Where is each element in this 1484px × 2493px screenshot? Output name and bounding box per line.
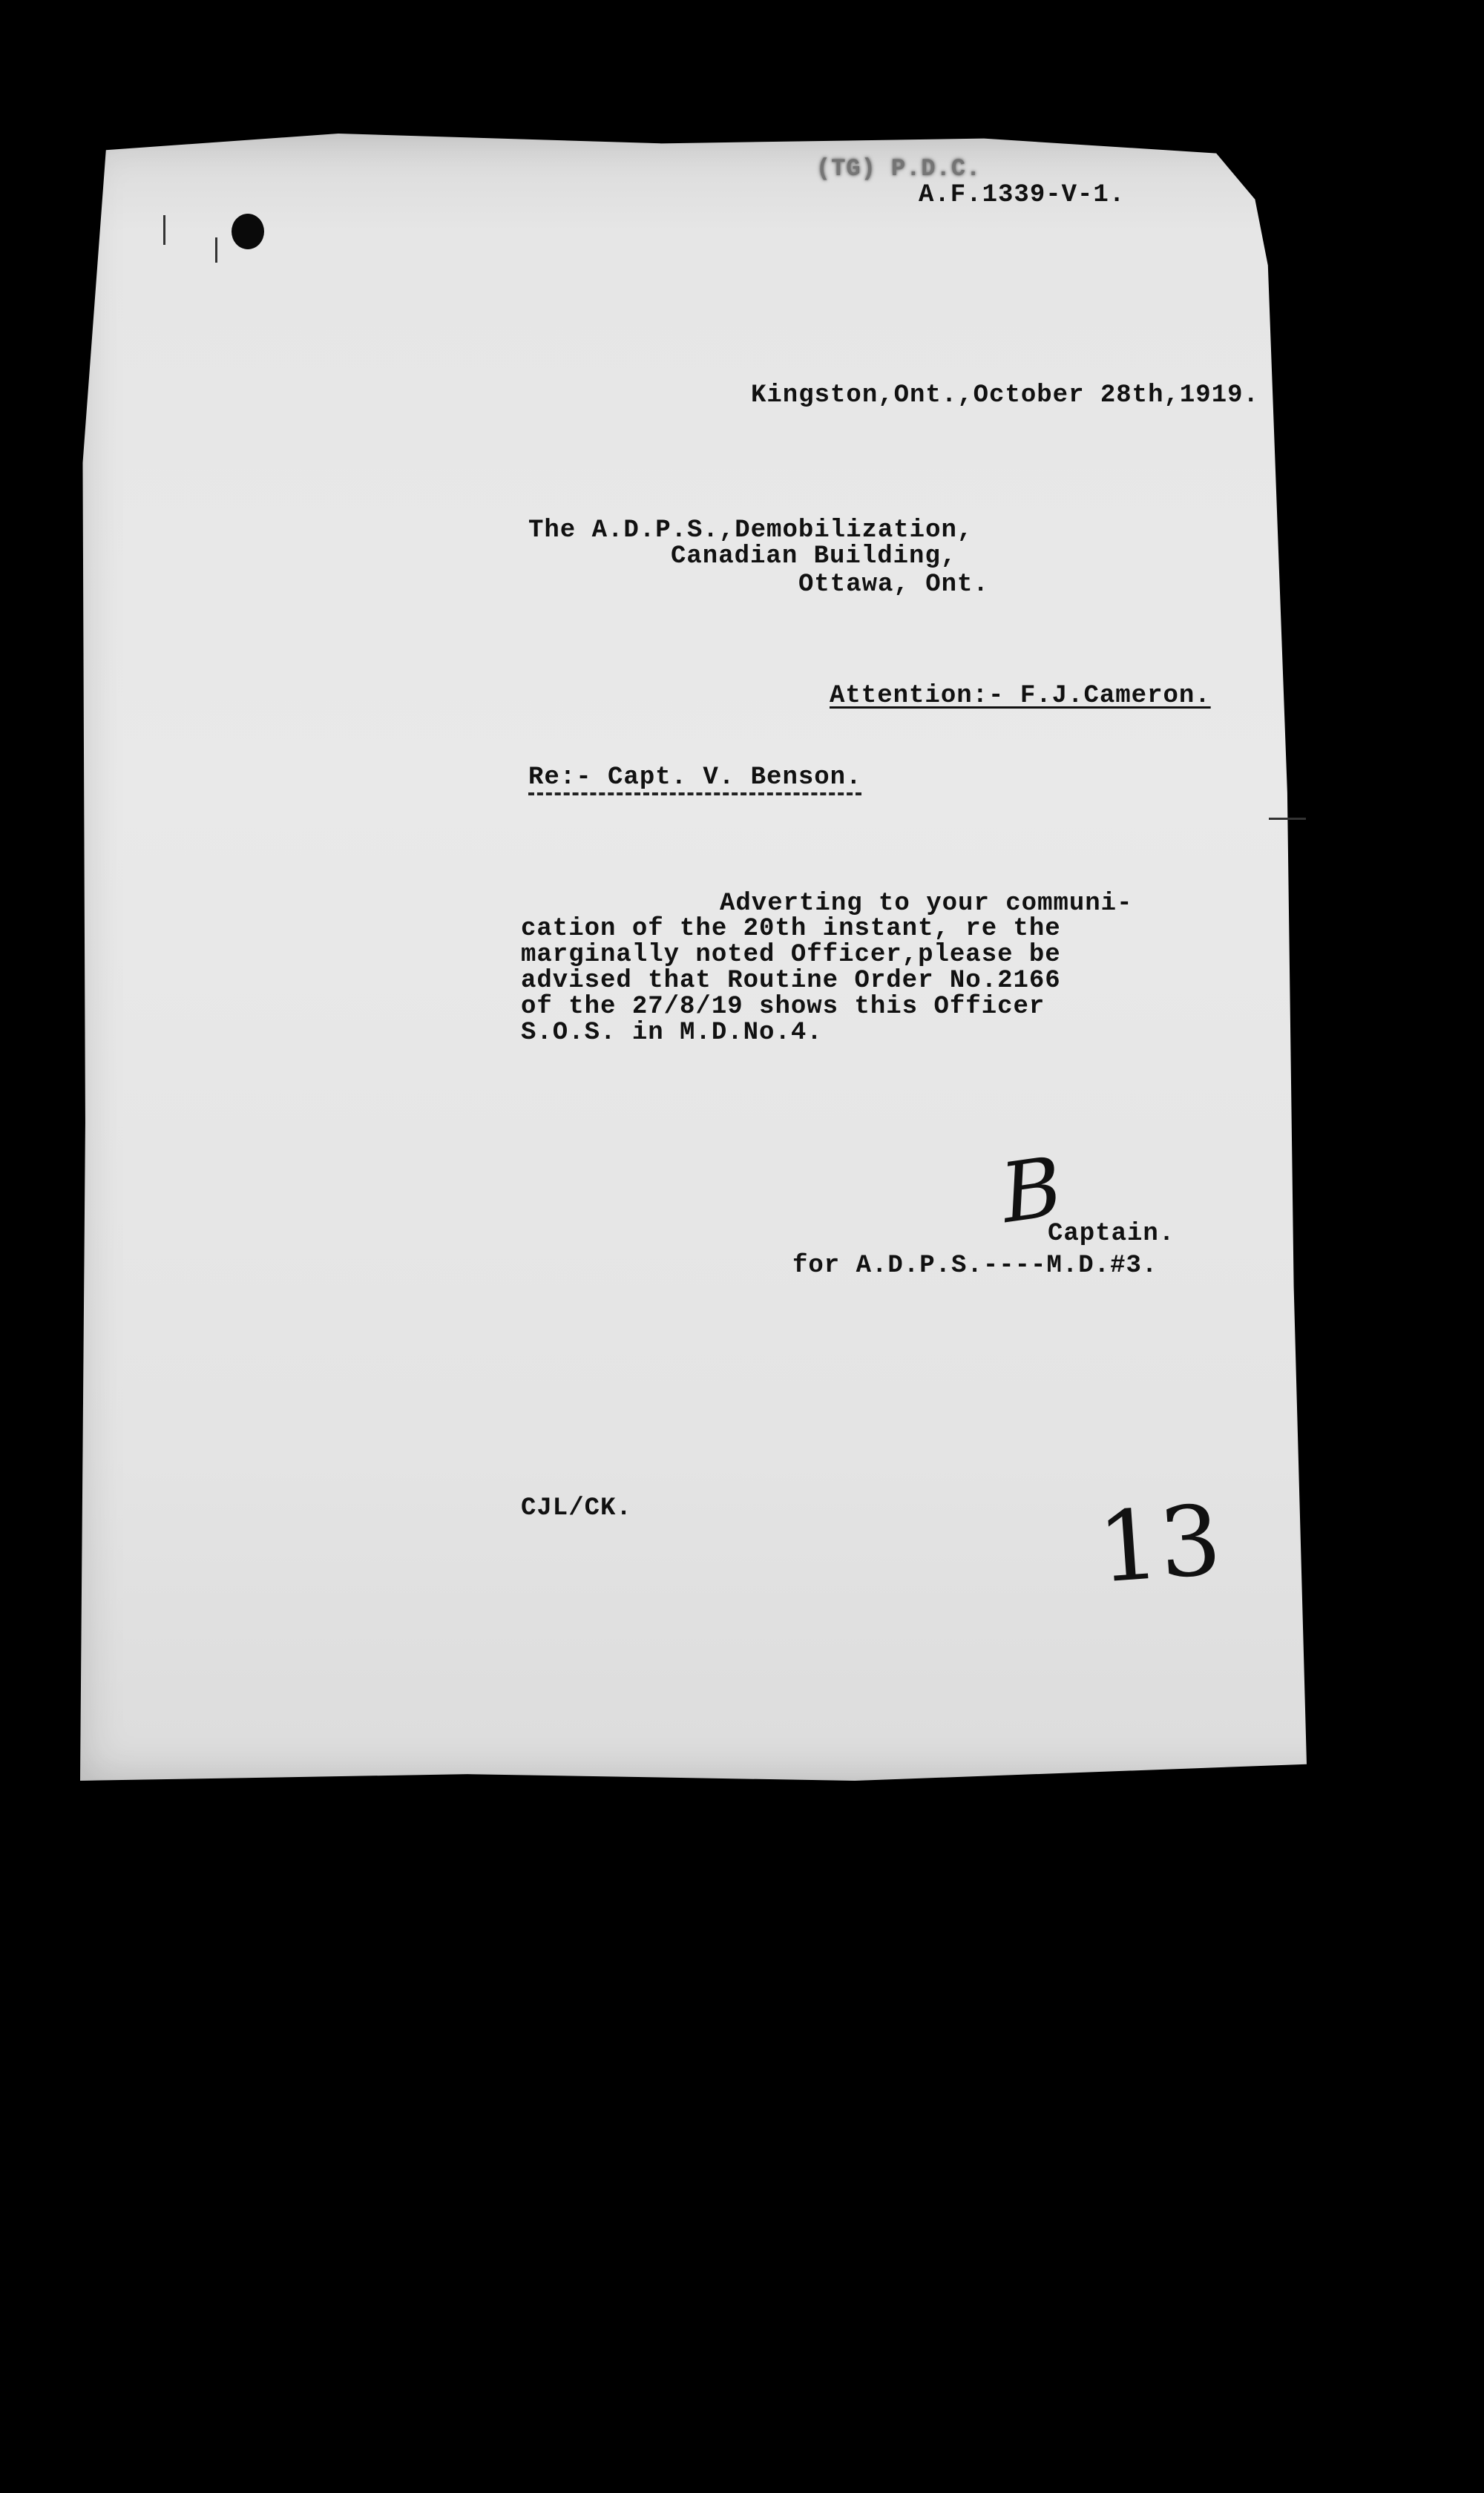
signature-for-line: for A.D.P.S.----M.D.#3.: [792, 1252, 1158, 1280]
body-line-2: cation of the 20th instant, re the: [521, 915, 1061, 943]
file-reference: A.F.1339-V-1.: [919, 181, 1126, 209]
reference-initials: CJL/CK.: [521, 1494, 632, 1523]
addressee-line-3: Ottawa, Ont.: [798, 571, 989, 599]
file-reference-obscured: (TG) P.D.C.: [816, 155, 982, 183]
punch-hole: [232, 214, 264, 249]
signature-title: Captain.: [1048, 1220, 1175, 1248]
re-line: Re:- Capt. V. Benson.: [528, 764, 861, 795]
body-line-1: Adverting to your communi-: [720, 890, 1133, 918]
margin-mark: [215, 237, 217, 263]
margin-mark: [1269, 818, 1306, 820]
addressee-line-1: The A.D.P.S.,Demobilization,: [528, 516, 974, 545]
addressee-line-2: Canadian Building,: [671, 542, 957, 571]
body-line-3: marginally noted Officer,please be: [521, 941, 1061, 969]
dateline: Kingston,Ont.,October 28th,1919.: [751, 381, 1259, 410]
signature-initial: B: [995, 1138, 1068, 1242]
body-line-5: of the 27/8/19 shows this Officer: [521, 993, 1045, 1021]
page-number-handwritten: 13: [1094, 1483, 1225, 1605]
body-line-6: S.O.S. in M.D.No.4.: [521, 1019, 823, 1047]
body-line-4: advised that Routine Order No.2166: [521, 967, 1061, 995]
attention-line: Attention:- F.J.Cameron.: [830, 682, 1211, 710]
margin-mark: [163, 215, 165, 245]
